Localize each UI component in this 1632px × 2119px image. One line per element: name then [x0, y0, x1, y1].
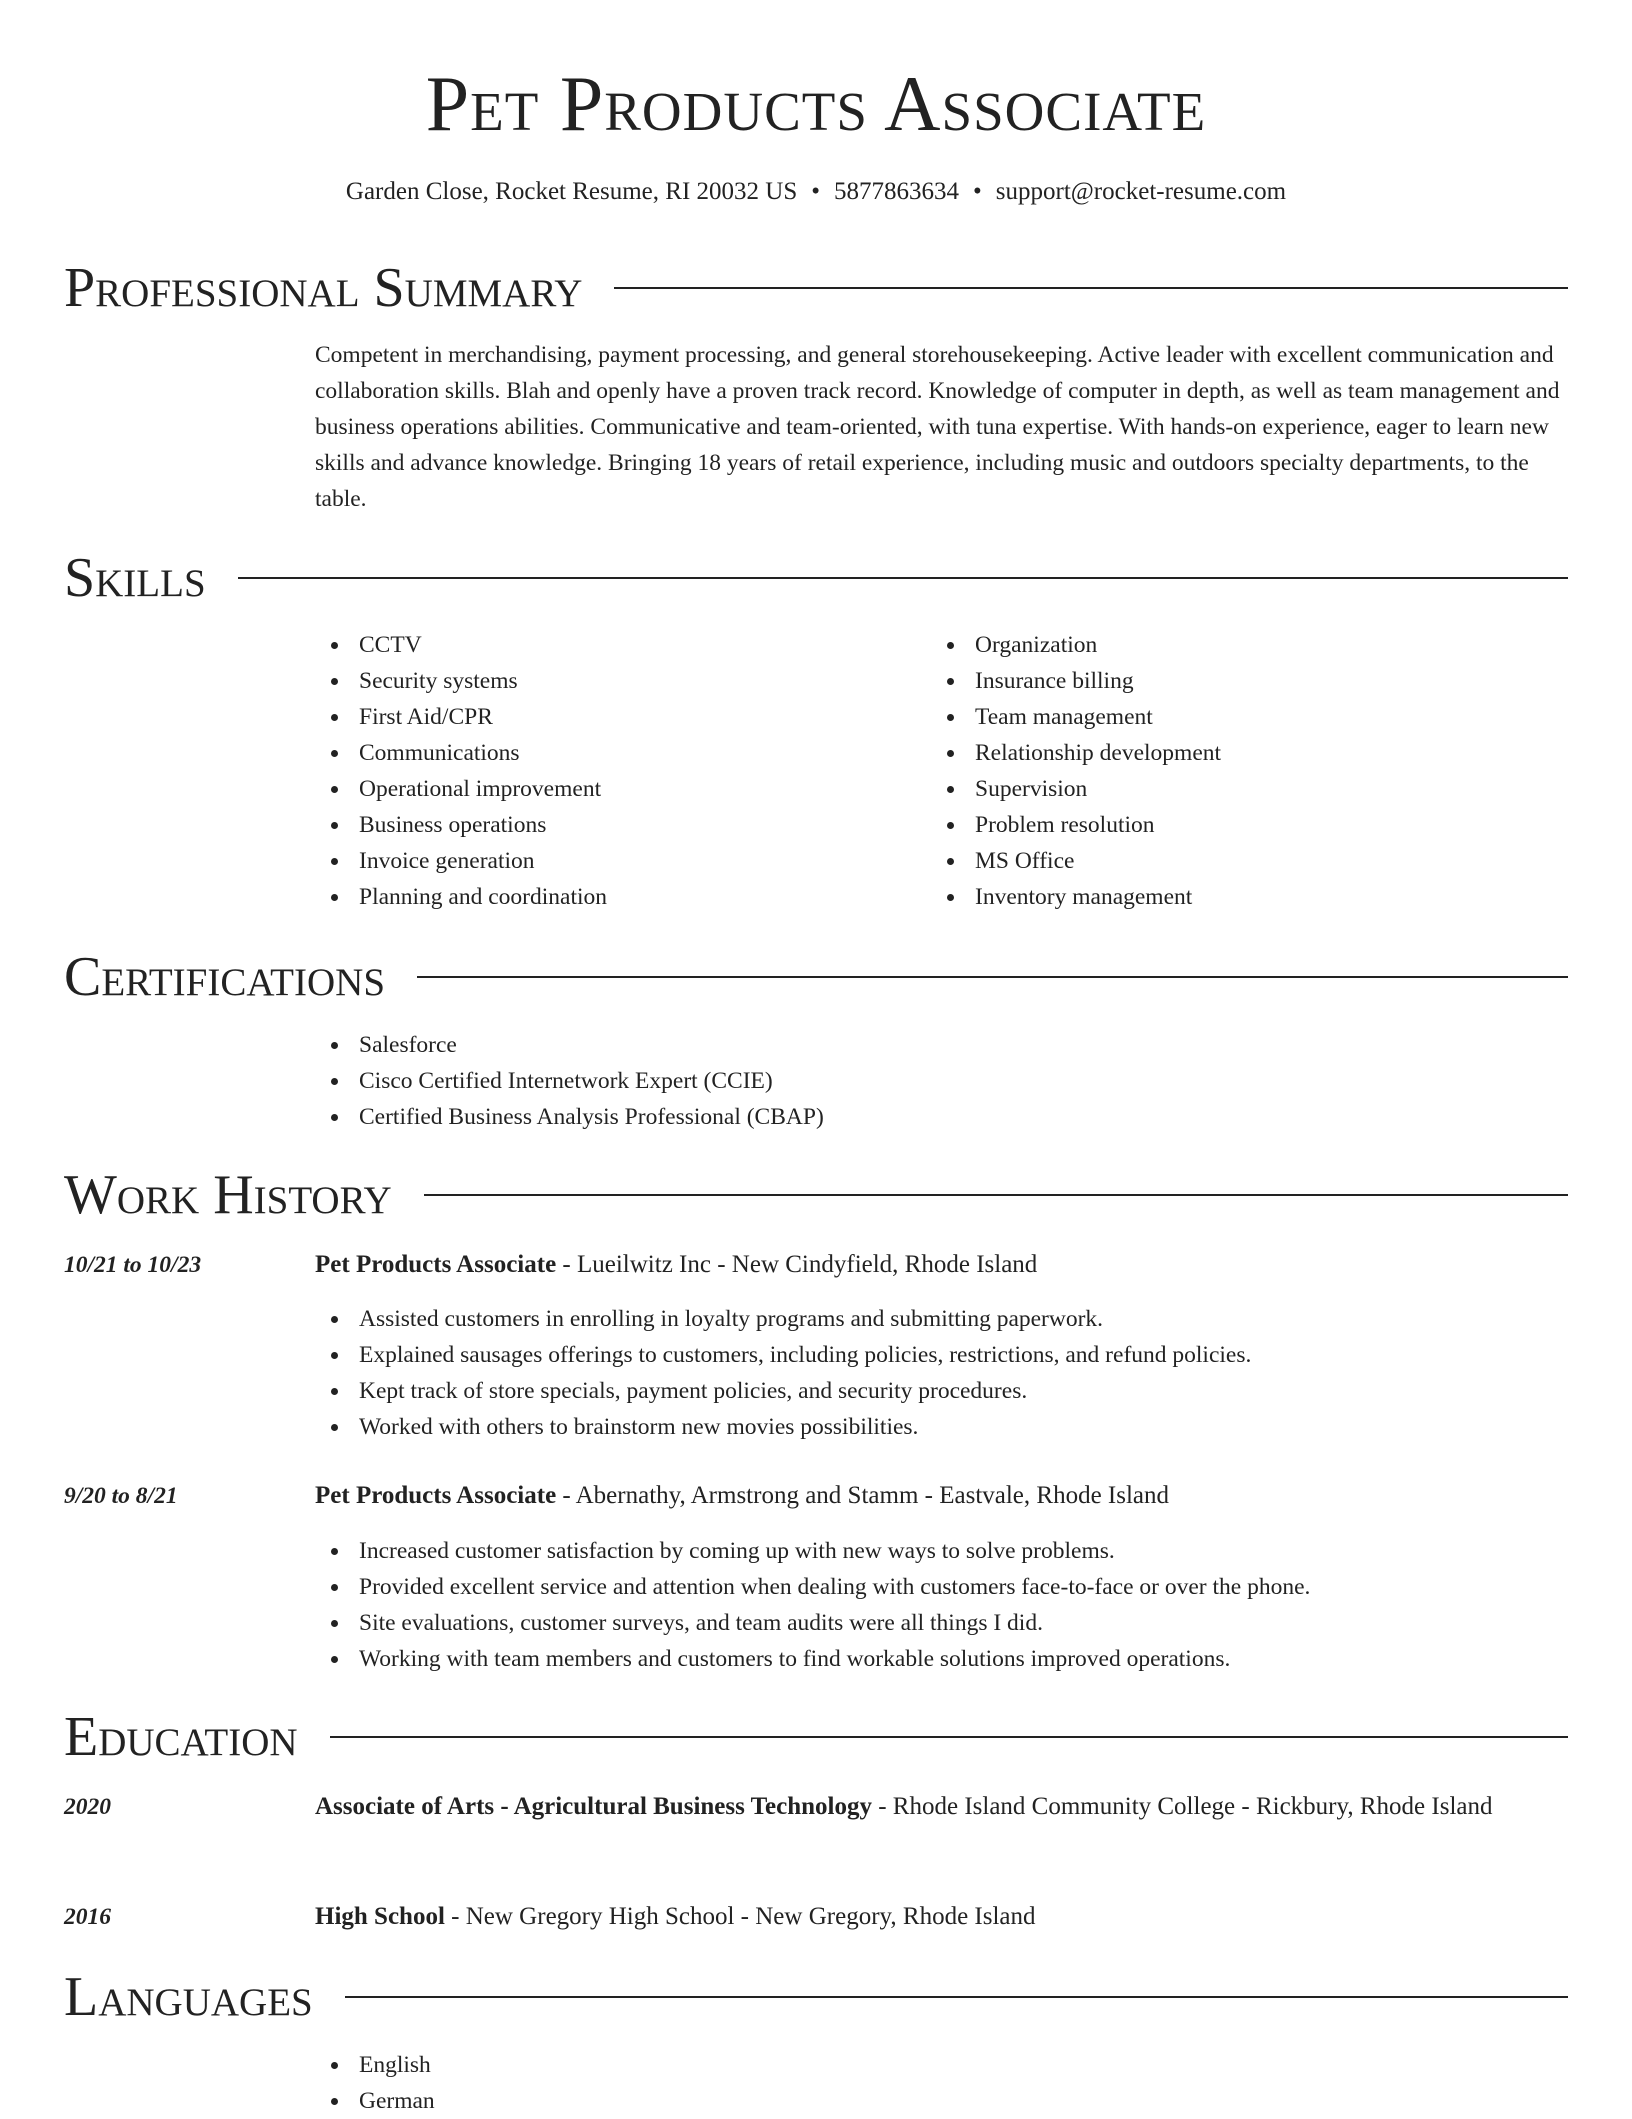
skill-item: First Aid/CPR [315, 699, 915, 735]
languages-list [315, 2047, 1568, 2119]
job-bullet: Working with team members and customers to find workable solutions improved operations. [315, 1641, 1568, 1677]
certification-item: Cisco Certified Internetwork Expert (CCIE) [315, 1063, 1568, 1099]
languages-section-title: Languages [64, 1966, 313, 2028]
skill-item: Communications [315, 735, 915, 771]
summary-section-header [64, 256, 1568, 320]
job-dates: 9/20 to 8/21 [64, 1483, 178, 1509]
job-role: Pet Products Associate [315, 1251, 557, 1278]
contact-phone: 5877863634 [834, 178, 960, 205]
section-divider [238, 577, 1568, 579]
education-school: - Rhode Island Community College - Rickbury, Rhode Island [871, 1793, 1493, 1820]
skill-item: Business operations [315, 807, 915, 843]
certifications-section-header [64, 945, 1568, 1009]
skill-item: Problem resolution [931, 807, 1531, 843]
skill-item: CCTV [315, 627, 915, 663]
contact-line [0, 176, 1632, 208]
section-divider [424, 1194, 1568, 1196]
contact-separator: • [973, 178, 982, 205]
job-bullet: Kept track of store specials, payment policies, and security procedures. [315, 1373, 1568, 1409]
education-year: 2016 [64, 1904, 111, 1930]
skills-list-left [315, 627, 915, 915]
education-section-title: Education [64, 1706, 298, 1768]
certifications-section-title: Certifications [64, 946, 386, 1008]
job-bullet: Increased customer satisfaction by coming up with new ways to solve problems. [315, 1533, 1568, 1569]
job-bullet: Worked with others to brainstorm new movies possibilities. [315, 1409, 1568, 1445]
summary-section-title: Professional Summary [64, 257, 583, 319]
job-employer: - Lueilwitz Inc - New Cindyfield, Rhode Island [556, 1251, 1038, 1278]
job-dates: 10/21 to 10/23 [64, 1252, 202, 1278]
education-year: 2020 [64, 1794, 111, 1820]
job-heading [315, 1245, 1568, 1285]
contact-separator: • [811, 178, 821, 205]
job-bullets [315, 1301, 1568, 1445]
job-bullets [315, 1533, 1568, 1677]
work-section-title: Work History [64, 1164, 392, 1226]
skills-section-header [64, 546, 1568, 610]
skill-item: Planning and coordination [315, 879, 915, 915]
contact-email: support@rocket-resume.com [995, 178, 1287, 205]
contact-address: Garden Close, Rocket Resume, RI 20032 US [345, 178, 798, 205]
language-item: German [315, 2083, 1568, 2119]
section-divider [330, 1736, 1568, 1738]
certification-item: Salesforce [315, 1027, 1568, 1063]
skill-item: Relationship development [931, 735, 1531, 771]
certifications-list [315, 1027, 1568, 1135]
job-bullet: Explained sausages offerings to customers, including policies, restrictions, and refund policies. [315, 1337, 1568, 1373]
skill-item: Inventory management [931, 879, 1531, 915]
summary-text: Competent in merchandising, payment processing, and general storehousekeeping. Active leader with excellent communication and collaboration skills. Blah and openly have a proven track record. Knowledge of computer in depth, as well as team management and business operations abilities. Communicative and team-oriented, with tuna expertise. With hands-on experience, eager to learn new skills and advance knowledge. Bringing 18 years of retail experience, including music and outdoors specialty departments, to the table. [315, 342, 1560, 512]
job-bullet: Site evaluations, customer surveys, and team audits were all things I did. [315, 1605, 1568, 1641]
job-heading [315, 1476, 1568, 1516]
skill-item: Security systems [315, 663, 915, 699]
candidate-name: Pet Products Associate [425, 60, 1207, 147]
skill-item: Insurance billing [931, 663, 1531, 699]
section-divider [614, 287, 1568, 289]
skill-item: Team management [931, 699, 1531, 735]
skills-section-title: Skills [64, 547, 206, 609]
education-section-header [64, 1705, 1568, 1769]
languages-section-header [64, 1965, 1568, 2029]
skill-item: Invoice generation [315, 843, 915, 879]
education-heading [315, 1897, 1568, 1937]
section-divider [345, 1996, 1568, 1998]
skills-list-right [931, 627, 1531, 915]
job-employer: - Abernathy, Armstrong and Stamm - Eastvale, Rhode Island [556, 1482, 1170, 1509]
education-degree: Associate of Arts - Agricultural Business Technology [315, 1793, 872, 1820]
skill-item: MS Office [931, 843, 1531, 879]
skill-item: Organization [931, 627, 1531, 663]
section-divider [417, 976, 1568, 978]
job-role: Pet Products Associate [315, 1482, 557, 1509]
education-heading [315, 1787, 1568, 1827]
skill-item: Operational improvement [315, 771, 915, 807]
job-bullet: Assisted customers in enrolling in loyalty programs and submitting paperwork. [315, 1301, 1568, 1337]
education-school: - New Gregory High School - New Gregory, Rhode Island [444, 1903, 1036, 1930]
language-item: English [315, 2047, 1568, 2083]
skill-item: Supervision [931, 771, 1531, 807]
education-degree: High School [315, 1903, 445, 1930]
certification-item: Certified Business Analysis Professional (CBAP) [315, 1099, 1568, 1135]
work-section-header [64, 1163, 1568, 1227]
job-bullet: Provided excellent service and attention when dealing with customers face-to-face or over the phone. [315, 1569, 1568, 1605]
